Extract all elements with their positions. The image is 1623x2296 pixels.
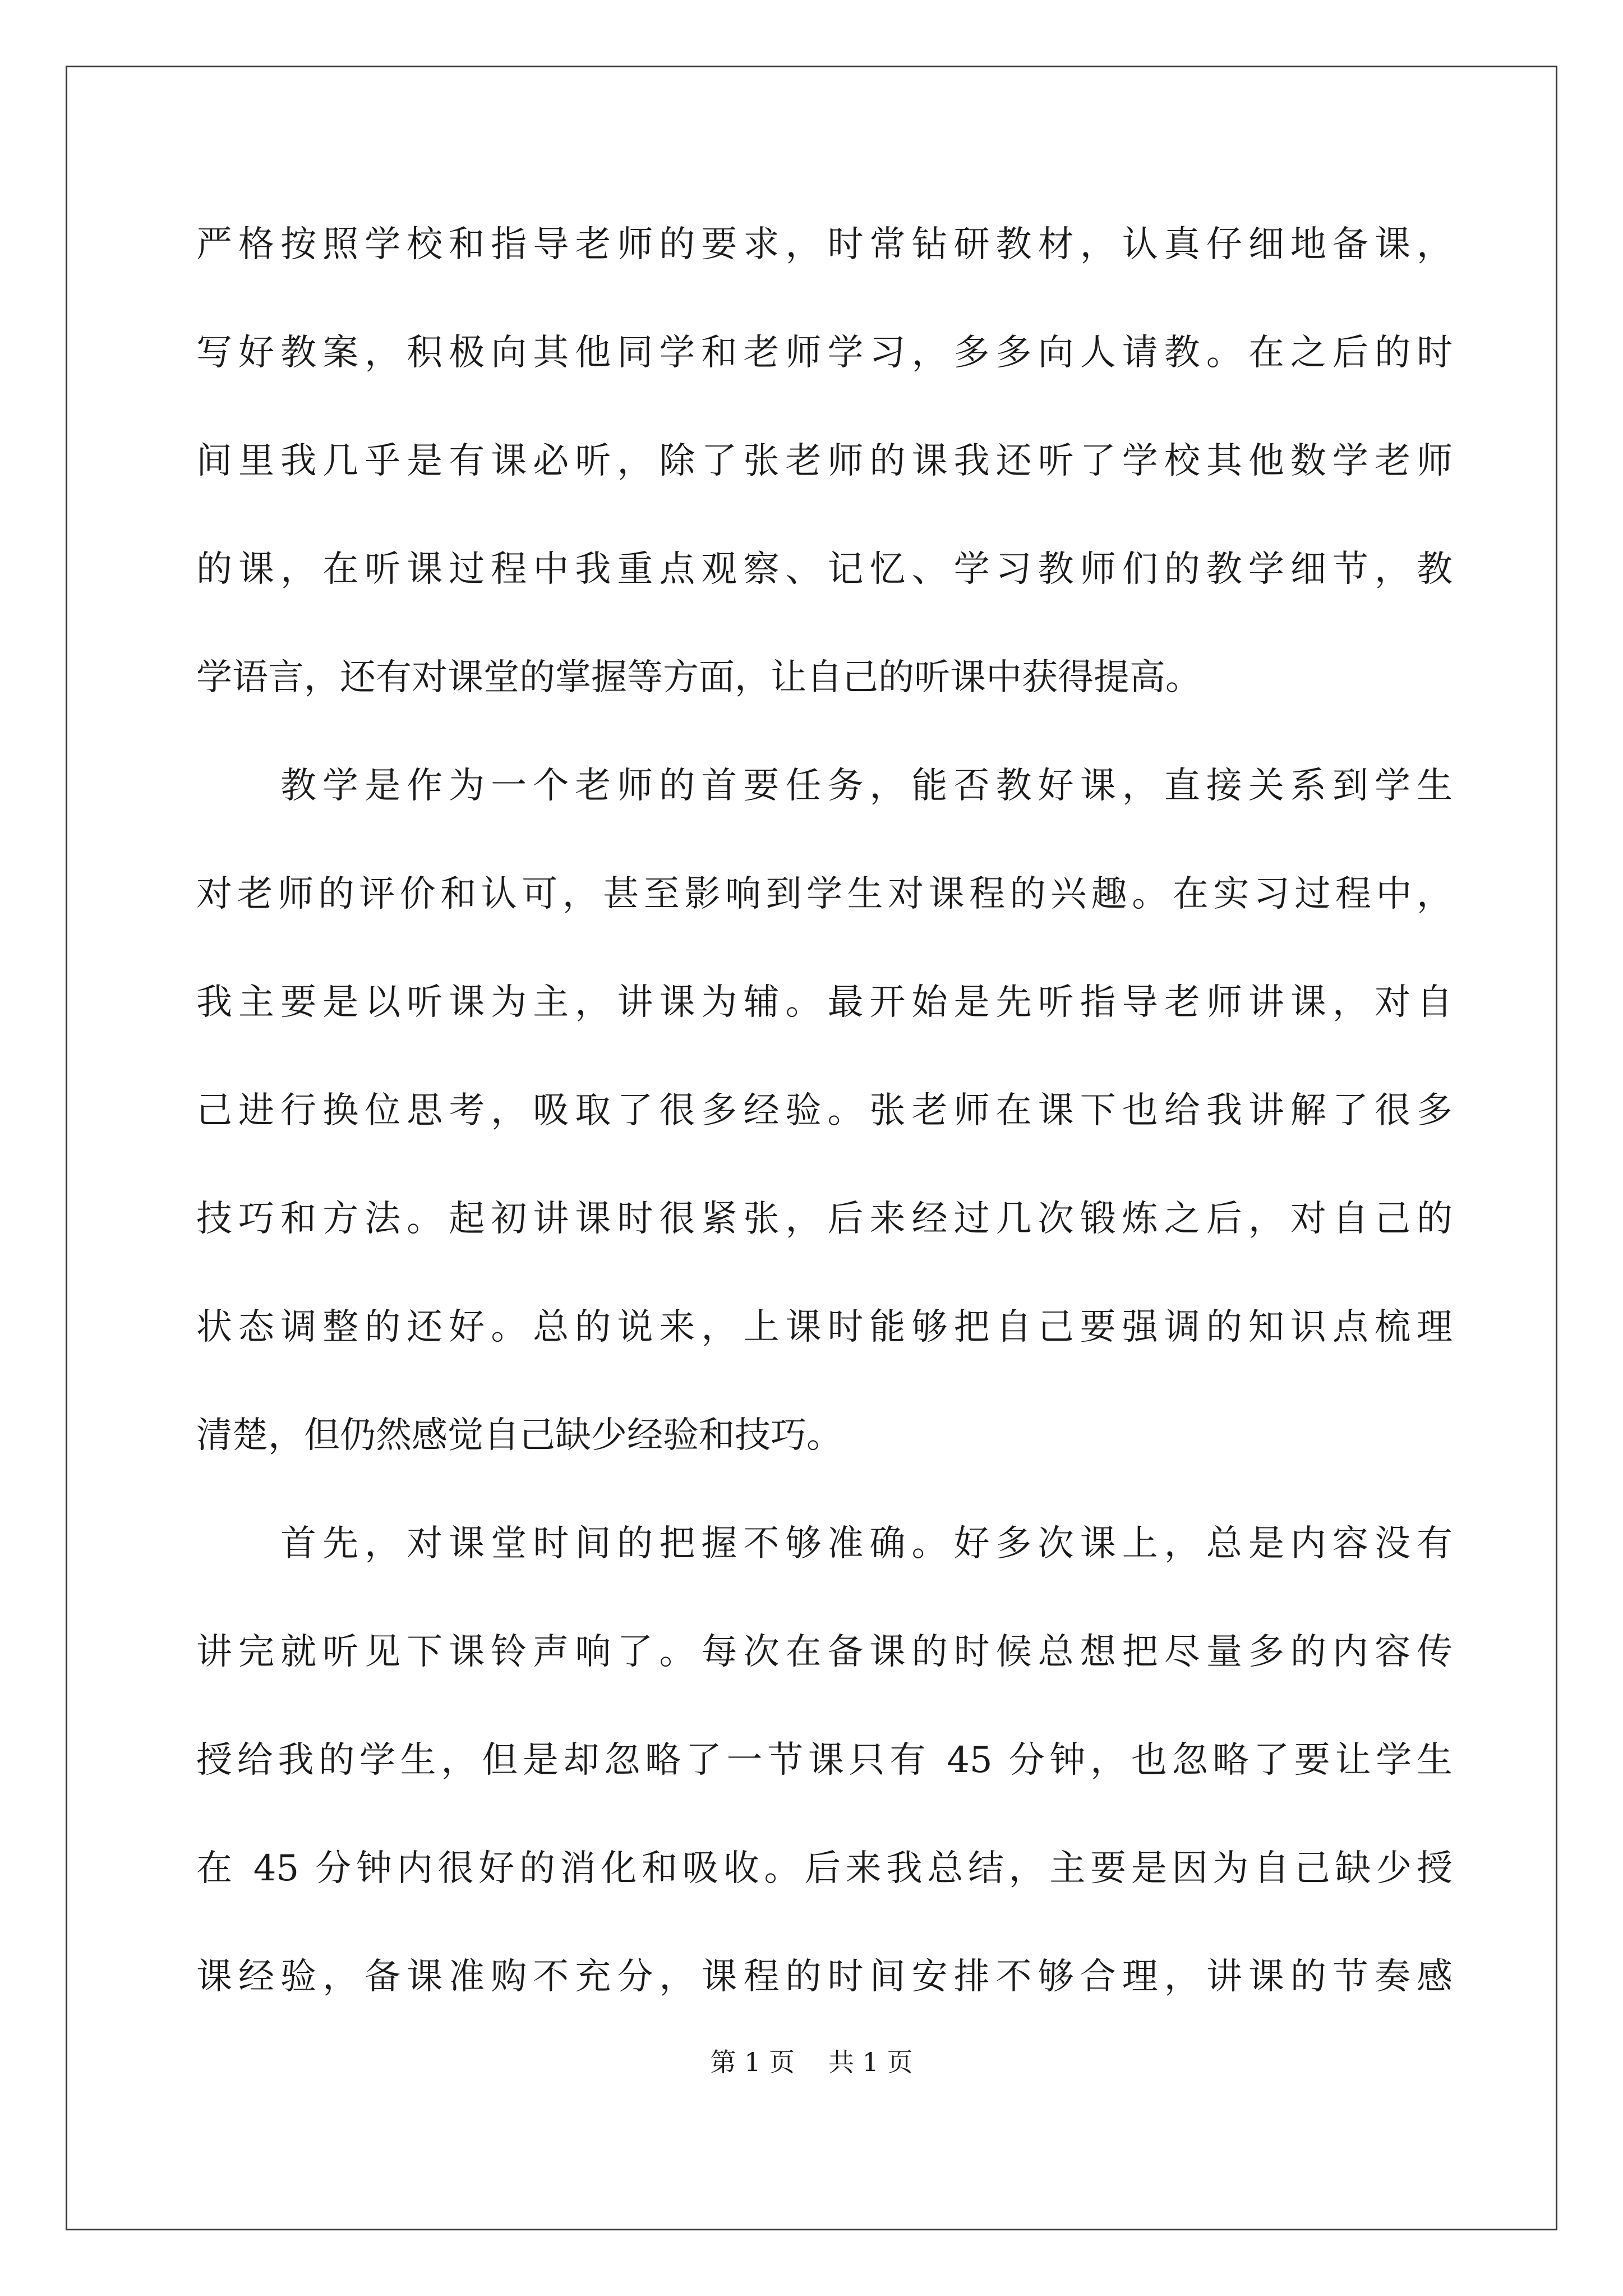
text-line: 技巧和方法。起初讲课时很紧张，后来经过几次锻炼之后，对自己的 xyxy=(196,1198,1453,1240)
text-line: 教学是作为一个老师的首要任务，能否教好课，直接关系到学生 xyxy=(280,765,1453,807)
text-line: 讲完就听见下课铃声响了。每次在备课的时候总想把尽量多的内容传 xyxy=(196,1631,1453,1673)
text-line: 对老师的评价和认可，甚至影响到学生对课程的兴趣。在实习过程中， xyxy=(196,873,1453,915)
text-line: 的课，在听课过程中我重点观察、记忆、学习教师们的教学细节，教 xyxy=(196,549,1453,590)
text-line: 状态调整的还好。总的说来，上课时能够把自己要强调的知识点梳理 xyxy=(196,1306,1453,1348)
page-total: 共 1 页 xyxy=(828,2047,913,2077)
page-number: 第 1 页 xyxy=(710,2047,795,2077)
text-line: 授给我的学生，但是却忽略了一节课只有 45 分钟，也忽略了要让学生 xyxy=(196,1740,1453,1781)
text-line: 在 45 分钟内很好的消化和吸收。后来我总结，主要是因为自己缺少授 xyxy=(196,1848,1453,1889)
text-line: 首先，对课堂时间的把握不够准确。好多次课上，总是内容没有 xyxy=(280,1523,1453,1565)
document-body xyxy=(196,191,1453,2031)
text-line: 间里我几乎是有课必听，除了张老师的课我还听了学校其他数学老师 xyxy=(196,440,1453,482)
text-line: 课经验，备课准购不充分，课程的时间安排不够合理，讲课的节奏感 xyxy=(196,1956,1453,1998)
text-line: 写好教案，积极向其他同学和老师学习，多多向人请教。在之后的时 xyxy=(196,332,1453,374)
text-line: 学语言，还有对课堂的掌握等方面，让自己的听课中获得提高。 xyxy=(196,657,1201,698)
text-line: 我主要是以听课为主，讲课为辅。最开始是先听指导老师讲课，对自 xyxy=(196,982,1453,1023)
page-footer xyxy=(0,2042,1623,2079)
text-line: 严格按照学校和指导老师的要求，时常钻研教材，认真仔细地备课， xyxy=(196,224,1453,265)
text-line: 清楚，但仍然感觉自己缺少经验和技巧。 xyxy=(196,1415,842,1456)
text-line: 己进行换位思考，吸取了很多经验。张老师在课下也给我讲解了很多 xyxy=(196,1090,1453,1131)
